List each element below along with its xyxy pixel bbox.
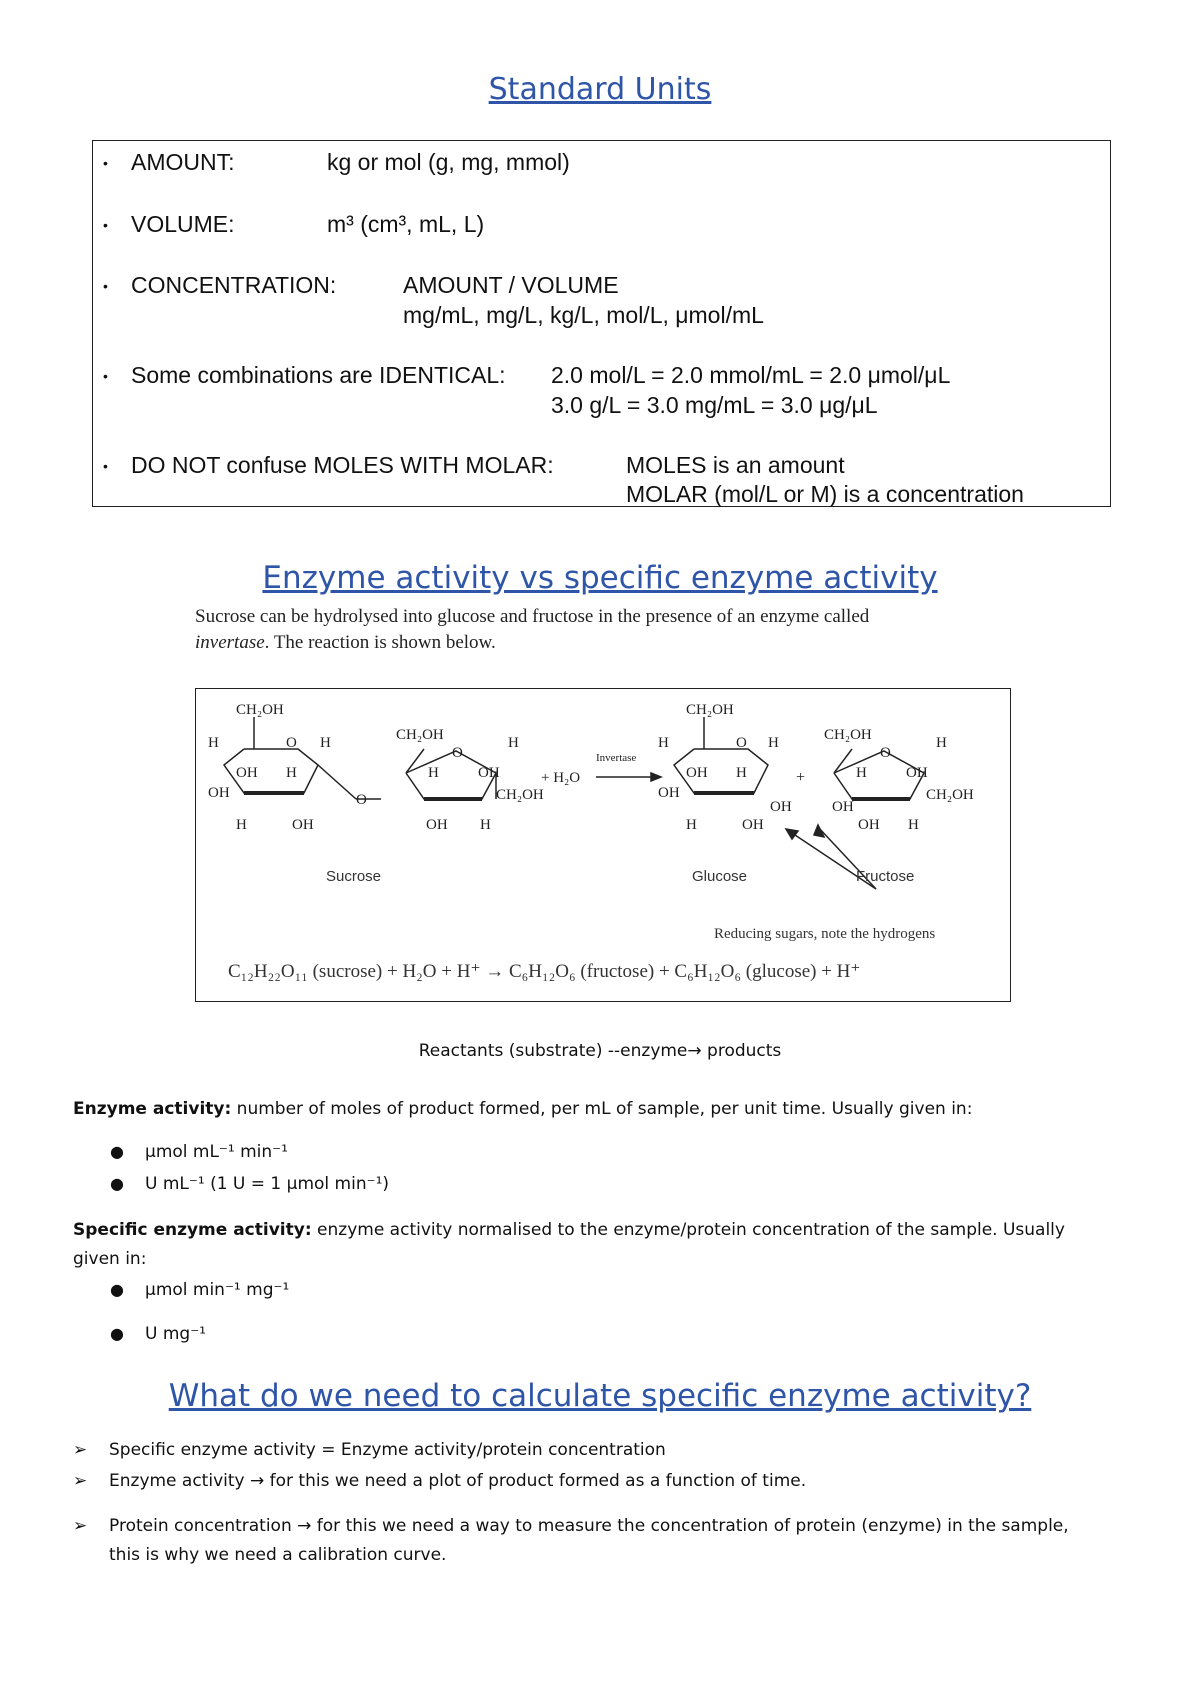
svg-text:OH: OH xyxy=(208,785,230,801)
concentration-line2: mg/mL, mg/L, kg/L, mol/L, μmol/mL xyxy=(403,302,764,328)
svg-text:H: H xyxy=(508,735,519,751)
calc-item-3-line2: this is why we need a calibration curve. xyxy=(109,1545,447,1565)
bullet-icon: ● xyxy=(110,1142,124,1161)
svg-text:CH₂OH: CH₂OH xyxy=(824,727,872,743)
reducing-sugars-note: Reducing sugars, note the hydrogens xyxy=(714,926,936,942)
plus-sign: + xyxy=(796,769,806,786)
standard-units-heading: Standard Units xyxy=(488,72,712,107)
svg-text:H: H xyxy=(856,765,867,781)
svg-text:OH: OH xyxy=(832,799,854,815)
svg-text:H: H xyxy=(658,735,669,751)
water-label: + H₂O xyxy=(541,770,581,786)
amount-value: kg or mol (g, mg, mmol) xyxy=(327,149,570,175)
svg-text:H: H xyxy=(236,817,247,833)
specific-unit-1: μmol min⁻¹ mg⁻¹ xyxy=(145,1280,290,1300)
activity-unit-2: U mL⁻¹ (1 U = 1 μmol min⁻¹) xyxy=(145,1174,390,1194)
reaction-scheme: Reactants (substrate) --enzyme→ products xyxy=(418,1041,782,1061)
svg-text:H: H xyxy=(936,735,947,751)
svg-text:OH: OH xyxy=(906,765,928,781)
svg-text:OH: OH xyxy=(236,765,258,781)
svg-text:OH: OH xyxy=(478,765,500,781)
enzyme-label: Invertase xyxy=(596,752,637,764)
svg-text:H: H xyxy=(686,817,697,833)
enzyme-activity-text: number of moles of product formed, per mL of sample, per unit time. Usually given in: xyxy=(231,1099,973,1119)
specific-activity-definition-cont: given in: xyxy=(73,1249,147,1269)
concentration-label: CONCENTRATION: xyxy=(131,272,337,298)
svg-text:CH₂OH: CH₂OH xyxy=(236,702,284,718)
svg-text:H: H xyxy=(428,765,439,781)
moles-line1: MOLES is an amount xyxy=(626,452,845,478)
reaction-structures xyxy=(196,689,1012,1003)
svg-text:H: H xyxy=(768,735,779,751)
standard-units-box xyxy=(92,140,1111,507)
enzyme-activity-definition xyxy=(73,1099,972,1119)
sucrose-label: Sucrose xyxy=(326,868,382,885)
volume-value: m³ (cm³, mL, L) xyxy=(327,211,485,237)
identical-line1: 2.0 mol/L = 2.0 mmol/mL = 2.0 μmol/μL xyxy=(551,362,951,388)
svg-text:H: H xyxy=(908,817,919,833)
identical-line2: 3.0 g/L = 3.0 mg/mL = 3.0 μg/μL xyxy=(551,392,878,418)
moles-line2: MOLAR (mol/L or M) is a concentration xyxy=(626,481,1024,507)
intro-line2-rest: . The reaction is shown below. xyxy=(264,632,496,653)
svg-text:OH: OH xyxy=(686,765,708,781)
svg-text:H: H xyxy=(208,735,219,751)
svg-text:O: O xyxy=(736,735,747,751)
glucose-label: Glucose xyxy=(692,868,748,885)
svg-text:CH₂OH: CH₂OH xyxy=(396,727,444,743)
reaction-equation: C₁₂H₂₂O₁₁ (sucrose) + H₂O + H⁺ → C₆H₁₂O₆ (fructose) + C₆H₁₂O₆ (glucose) + H⁺ xyxy=(228,961,861,982)
calculate-heading: What do we need to calculate specific enzyme activity? xyxy=(168,1378,1032,1414)
specific-activity-term: Specific enzyme activity: xyxy=(73,1220,312,1240)
amount-label: AMOUNT: xyxy=(131,149,235,175)
svg-text:CH₂OH: CH₂OH xyxy=(496,787,544,803)
svg-text:OH: OH xyxy=(292,817,314,833)
bullet-icon: ● xyxy=(110,1280,124,1299)
svg-text:CH₂OH: CH₂OH xyxy=(926,787,974,803)
svg-text:OH: OH xyxy=(742,817,764,833)
identical-label: Some combinations are IDENTICAL: xyxy=(131,362,506,388)
svg-text:O: O xyxy=(286,735,297,751)
svg-text:H: H xyxy=(480,817,491,833)
bullet-icon: • xyxy=(103,458,108,474)
bullet-icon: • xyxy=(103,368,108,384)
moles-label: DO NOT confuse MOLES WITH MOLAR: xyxy=(131,452,554,478)
svg-text:H: H xyxy=(286,765,297,781)
svg-text:H: H xyxy=(736,765,747,781)
specific-unit-2: U mg⁻¹ xyxy=(145,1324,206,1344)
concentration-line1: AMOUNT / VOLUME xyxy=(403,272,619,298)
reaction-figure xyxy=(195,688,1011,1002)
specific-activity-text: enzyme activity normalised to the enzyme/protein concentration of the sample. Usually xyxy=(311,1220,1065,1240)
specific-activity-definition xyxy=(73,1220,1065,1240)
activity-unit-1: μmol mL⁻¹ min⁻¹ xyxy=(145,1142,288,1162)
arrow-bullet-icon: ➢ xyxy=(73,1440,88,1460)
bullet-icon: • xyxy=(103,278,108,294)
invertase-word: invertase xyxy=(195,632,265,653)
calc-item-1: Specific enzyme activity = Enzyme activity/protein concentration xyxy=(109,1440,666,1460)
svg-text:OH: OH xyxy=(770,799,792,815)
intro-line2 xyxy=(195,632,496,654)
enzyme-activity-term: Enzyme activity: xyxy=(73,1099,232,1119)
enzyme-activity-heading: Enzyme activity vs specific enzyme activity xyxy=(262,560,938,596)
svg-text:OH: OH xyxy=(426,817,448,833)
bullet-icon: • xyxy=(103,155,108,171)
svg-text:O: O xyxy=(880,745,891,761)
arrow-bullet-icon: ➢ xyxy=(73,1516,88,1536)
svg-text:OH: OH xyxy=(658,785,680,801)
bullet-icon: ● xyxy=(110,1324,124,1343)
svg-text:CH₂OH: CH₂OH xyxy=(686,702,734,718)
svg-text:H: H xyxy=(320,735,331,751)
calc-item-2: Enzyme activity → for this we need a plot of product formed as a function of time. xyxy=(109,1471,807,1491)
svg-text:O: O xyxy=(452,745,463,761)
intro-line1: Sucrose can be hydrolysed into glucose and fructose in the presence of an enzyme called xyxy=(195,606,870,627)
arrow-bullet-icon: ➢ xyxy=(73,1471,88,1491)
volume-label: VOLUME: xyxy=(131,211,235,237)
bullet-icon: ● xyxy=(110,1174,124,1193)
fructose-label: Fructose xyxy=(856,868,915,885)
calc-item-3-line1: Protein concentration → for this we need a way to measure the concentration of protein (enzyme) in the sample, xyxy=(109,1516,1069,1536)
svg-text:O: O xyxy=(356,792,367,808)
svg-text:OH: OH xyxy=(858,817,880,833)
bullet-icon: • xyxy=(103,217,108,233)
